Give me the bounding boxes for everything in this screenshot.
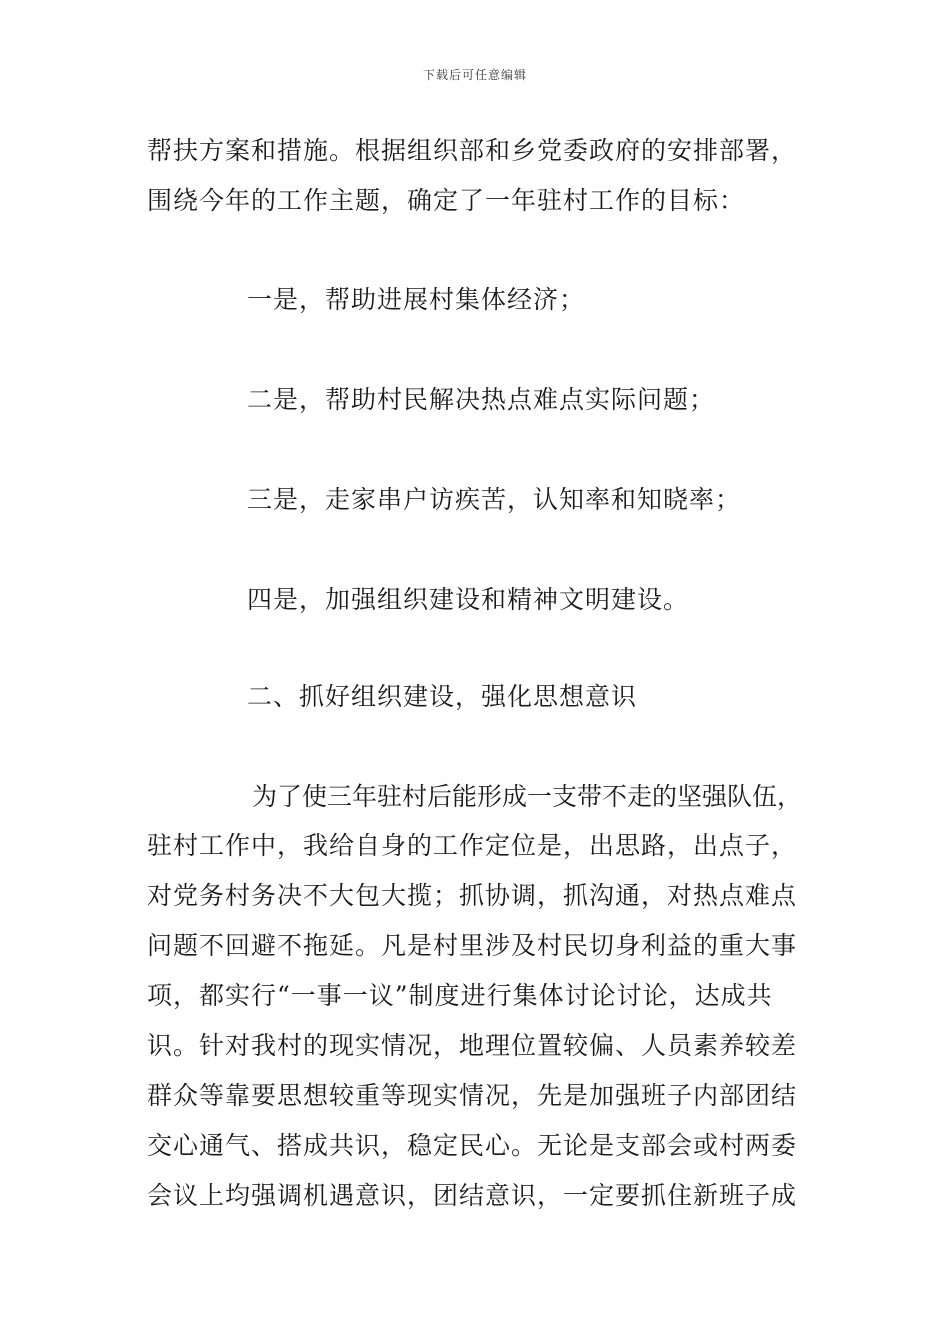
- paragraph-line-1: 为了使三年驻村后能形成一支带不走的坚强队伍，: [252, 782, 803, 811]
- page-header: 下载后可任意编辑: [422, 68, 527, 82]
- paragraph-line-8: 交心通气、搭成共识，稳定民心。无论是支部会或村两委: [147, 1131, 798, 1160]
- paragraph-line-6: 识。针对我村的现实情况，地理位置较偏、人员素养较差: [147, 1031, 798, 1060]
- goal-item-3: 三是，走家串户访疾苦，认知率和知晓率；: [247, 485, 742, 514]
- intro-line-2: 围绕今年的工作主题，确定了一年驻村工作的目标：: [147, 186, 746, 215]
- section-heading: 二、抓好组织建设，强化思想意识: [247, 682, 638, 711]
- goal-item-1: 一是，帮助进展村集体经济；: [247, 285, 586, 314]
- paragraph-line-7: 群众等靠要思想较重等现实情况，先是加强班子内部团结: [147, 1081, 798, 1110]
- goal-item-4: 四是，加强组织建设和精神文明建设。: [247, 585, 690, 614]
- paragraph-line-2: 驻村工作中，我给自身的工作定位是，出思路，出点子，: [147, 831, 798, 860]
- paragraph-line-9: 会议上均强调机遇意识，团结意识，一定要抓住新班子成: [147, 1181, 798, 1210]
- paragraph-line-5: 项，都实行“一事一议”制度进行集体讨论讨论，达成共: [147, 981, 773, 1010]
- intro-line-1: 帮扶方案和措施。根据组织部和乡党委政府的安排部署，: [147, 136, 798, 165]
- paragraph-line-4: 问题不回避不拖延。凡是村里涉及村民切身利益的重大事: [147, 931, 798, 960]
- paragraph-line-3: 对党务村务决不大包大揽；抓协调，抓沟通，对热点难点: [147, 881, 798, 910]
- goal-item-2: 二是，帮助村民解决热点难点实际问题；: [247, 385, 716, 414]
